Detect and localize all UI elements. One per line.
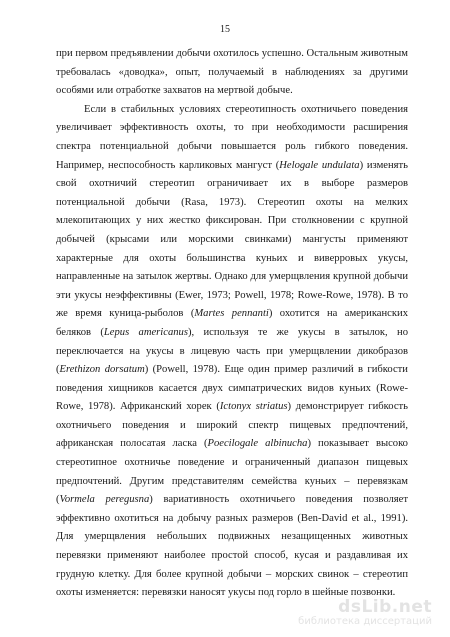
- paragraph-1: [56, 45, 408, 101]
- text-run: Если в стабильных условиях стереотипность охотничьего поведения увеличивает эффективность охоты, то при необходимости расширения спектра потенциальной добычи повышается роль гибкого поведения. Например, неспособность карликовых мангуст (: [56, 103, 408, 171]
- page-number: 15: [220, 24, 230, 35]
- text-run: ) (Powell, 1978). Еще один пример различий в гибкости поведения хищников касается двух симпатрических видов куньих (Rowe-Rowe, 1978). Африканский хорек (: [56, 364, 408, 413]
- text-run: ) показывает высоко стереотипное охотничье поведение и ограниченный диапазон пищевых предпочтений. Другим представителям семейства куньих – перевязкам (: [56, 438, 408, 506]
- text-run: ) изменять свой охотничий стереотип ограничивает их в выборе размеров потенциальной добычи (Rasa, 1973). Стереотип охоты на мелких млекопитающих у них жестко фиксирован. При столкновении с крупной добычей (крысами или морскими свинками) мангусты применяют характерные для охоты большинства куньих и виверровых укусы, направленные на затылок жертвы. Однако для умерщвления крупной добычи эти укусы неэффективны (Ewer, 1973; Powell, 1978; Rowe-Rowe, 1978). В то же время куница-рыболов (: [56, 159, 408, 320]
- species-name: Ictonyx striatus: [219, 401, 288, 413]
- body-text: [56, 45, 408, 603]
- species-name: Lepus americanus: [103, 326, 188, 338]
- species-name: Vormela peregusna: [59, 494, 150, 506]
- text-run: ) демонстрирует гибкость охотничьего поведения и широкий спектр пищевых предпочтений, африканская полосатая ласка (: [56, 401, 408, 450]
- species-name: Helogale undulata: [279, 159, 360, 171]
- species-name: Erethizon dorsatum: [59, 364, 145, 376]
- text-run: при первом предъявлении добычи охотилось успешно. Остальным животным требовалась «доводка», опыт, получаемый в наблюдениях за другими особями или отработке захватов на мертвой добыче.: [56, 48, 408, 97]
- species-name: Martes pennanti: [194, 308, 269, 320]
- species-name: Poecilogale albinucha: [207, 438, 308, 450]
- watermark-brand: dsLib.net: [338, 597, 432, 617]
- text-run: ) охотится на американских беляков (: [56, 308, 408, 338]
- text-run: ), используя те же укусы в затылок, но переключается на укусы в лицевую часть при умерщвлении дикобразов (: [56, 326, 408, 376]
- watermark: [232, 597, 432, 629]
- text-run: ) вариативность охотничьего поведения позволяет эффективно охотиться на добычу разных размеров (Ben-David et al., 1991). Для умерщвления небольших подвижных незащищенных животных перевязки применяют наиболее простой способ, кусая и раздавливая их грудную клетку. Для более крупной добычи – морских свинок – стереотип охоты изменяется: перевязки наносят укусы под горло в шейные позвонки.: [56, 494, 408, 599]
- watermark-tagline: библиотека диссертаций: [298, 616, 432, 627]
- paragraph-2: [56, 101, 408, 603]
